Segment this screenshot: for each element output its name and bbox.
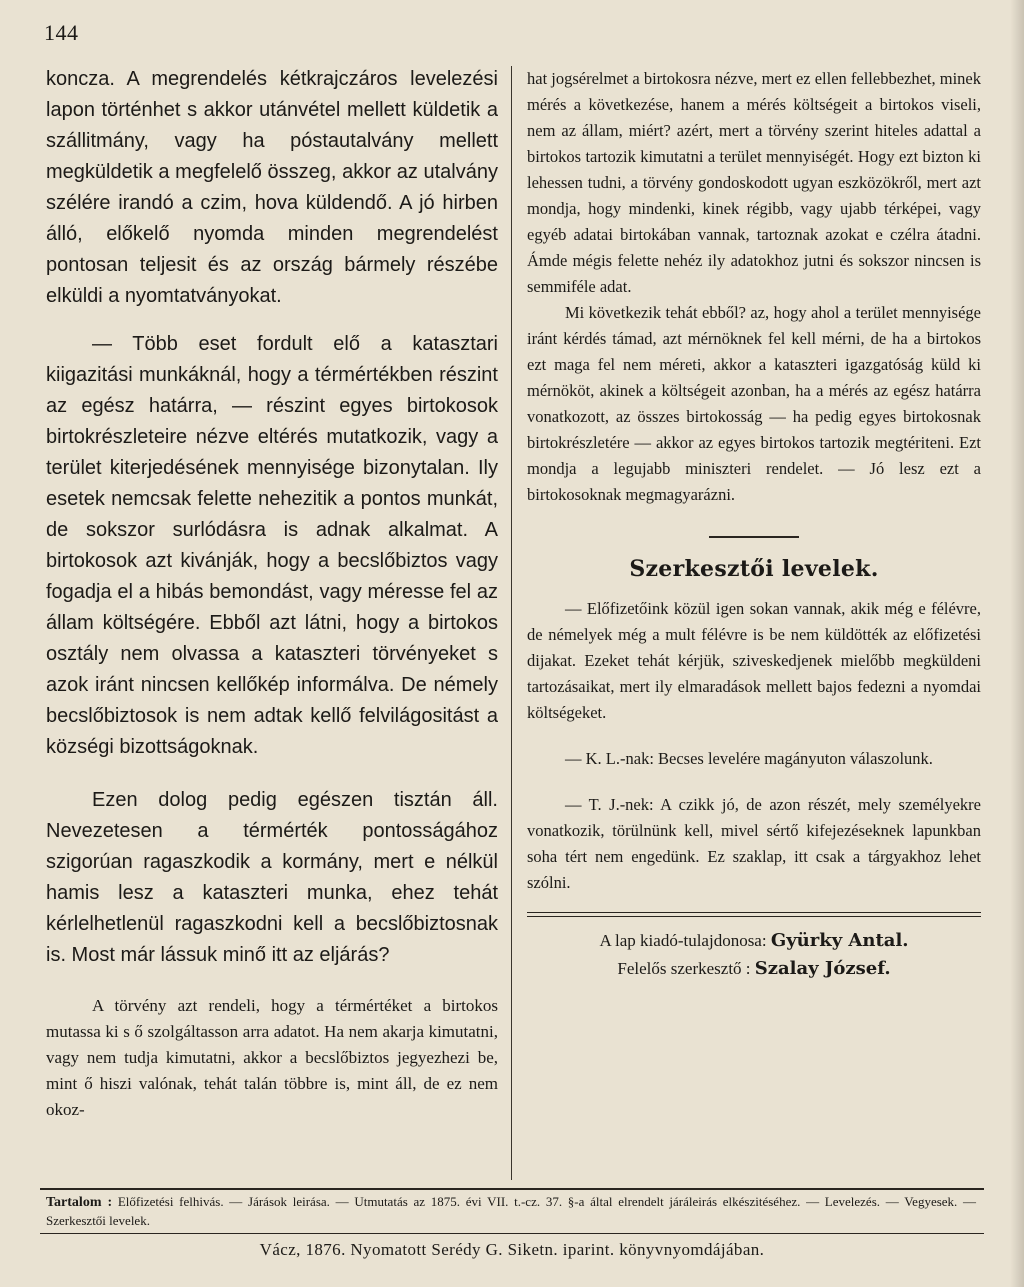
imprint-divider	[40, 1233, 984, 1234]
editor-line	[527, 955, 981, 983]
publisher-name: Gyürky Antal.	[770, 930, 909, 951]
left-paragraph-2: — Több eset fordult elő a katasztari kiigazitási munkáknál, hogy a térmértékben részint az egész határra, — részint egyes birtokosok birtokrészleteire nézve eltérés mutatkozik, vagy a terület kiterjedésének mennyisége bizonytalan. Ily esetek nemcsak felette nehezitik a pontos munkát, de sokszor surlódásra is adnak alkalmat. A birtokosok azt kivánják, hogy a becslőbiztos vagy fogadja el a hibás bemondást, vagy méresse fel az állam költségére. Ebből azt látni, hogy a birtokos osztály nem olvassa a kataszteri törvényeket s azok iránt nincsen kellőkép informálva. De némely becslőbiztosok is nem adtak kellő felvilágositást a községi bizottságoknak.	[46, 333, 498, 758]
right-column	[527, 66, 981, 983]
right-paragraph-1: hat jogsérelmet a birtokosra nézve, mert ez ellen fellebbezhet, minek mérés a következése, hanem a mérés költségeit a birtokos viseli, nem az állam, miért? azért, mert a törvény szerint hiteles adattal a birtokos tartozik kimutatni a terület mennyiségét. Hogy ezt bizton ki lehessen tudni, a törvény gondoskodott ugyan eszközökről, mert azt mondja, hogy mindenki, kinek régibb, vagy ujabb térképei, vagy egyéb adatai birtokában vannak, tartoznak azokat e czélra átadni. Ámde mégis felette nehéz ily adatokhoz jutni és sokszor nincsen is semmiféle adat.	[527, 69, 982, 296]
publisher-label: A lap kiadó-tulajdonosa:	[599, 931, 767, 950]
page-number: 144	[44, 20, 79, 45]
page-fold-shadow	[1010, 0, 1024, 1287]
editor-letter-1: — Előfizetőink közül igen sokan vannak, akik még e félévre, de némelyek még a mult félévre is be nem küldötték az előfizetési dijakat. Ezeket tehát kérjük, sziveskedjenek mielőbb megküldeni tartozásaikat, mert ily elmaradások mellett bajos fedezni a nyomdai költségeket.	[527, 599, 981, 722]
publisher-line	[527, 927, 981, 955]
credits-divider	[527, 912, 981, 917]
left-paragraph-4: A törvény azt rendeli, hogy a térmértéket a birtokos mutassa ki s ő szolgáltasson arra adatot. Ha nem akarja kimutatni, vagy nem tudja kimutatni, akkor a becslőbiztos jegyezhezi be, mint ő hiszi valónak, tehát talán többre is, mint áll, de ez nem okoz-	[46, 996, 498, 1119]
section-divider	[709, 536, 799, 538]
section-heading: Szerkesztői levelek.	[629, 556, 879, 582]
editor-name: Szalay József.	[754, 958, 891, 979]
contents-text: Előfizetési felhivás. — Járások leirása. — Utmutatás az 1875. évi VII. t.-cz. 37. §-a által elrendelt járáleirás elkészitéséhez. — Levelezés. — Vegyesek. — Szerkesztői levelek.	[46, 1194, 977, 1228]
editor-letter-2: — K. L.-nak: Becses levelére magányuton válaszolunk.	[565, 749, 933, 768]
editor-letter-3: — T. J.-nek: A czikk jó, de azon részét, mely személyekre vonatkozik, törülnünk kell, mivel sértő kifejezéseknek lapunkban soha tért nem engedünk. Ez szaklap, itt csak a tárgyakhoz lehet szólni.	[527, 795, 981, 892]
printer-imprint: Vácz, 1876. Nyomatott Serédy G. Siketn. iparint. könyvnyomdájában.	[259, 1240, 765, 1259]
table-of-contents	[46, 1193, 976, 1230]
left-paragraph-1: koncza. A megrendelés kétkrajczáros levelezési lapon történhet s akkor utánvétel mellett küldetik a szállitmány, vagy ha póstautalvány mellett megküldetik a megfelelő összeg, akkor az utalvány szélére irandó a czim, hova küldendő. A jó hirben álló, előkelő nyomda minden megrendelést pontosan teljesit és az ország bármely részébe elküldi a nyomtatványokat.	[46, 68, 498, 307]
column-divider	[511, 66, 512, 1180]
contents-label: Tartalom :	[46, 1195, 113, 1210]
left-paragraph-3: Ezen dolog pedig egészen tisztán áll. Nevezetesen a térmérték pontosságához szigorúan ragaszkodik a kormány, mert e nélkül hamis lesz a kataszteri munka, ehez tehát kérlelhetlenül ragaszkodni kell a becslőbiztosnak is. Most már lássuk minő itt az eljárás?	[46, 789, 498, 966]
footer-divider	[40, 1188, 984, 1190]
left-column	[46, 64, 498, 1123]
right-paragraph-2: Mi következik tehát ebből? az, hogy ahol a terület mennyisége iránt kérdés támad, azt mérnöknek fel kell mérni, de ha a birtokos ezt maga fel nem méreti, akkor a kataszteri igazgatóság küld ki mérnököt, akinek a költségeit azonban, ha a mérés az egész határra vonatkozott, az összes birtokosság — ha pedig egyes birtokosnak birtokrészletére — akkor az egyes birtokos tartozik megtériteni. Ezt mondja a legujabb miniszteri rendelet. — Jó lesz ezt a birtokosoknak megmagyarázni.	[527, 303, 981, 504]
editor-label: Felelős szerkesztő :	[617, 959, 751, 978]
